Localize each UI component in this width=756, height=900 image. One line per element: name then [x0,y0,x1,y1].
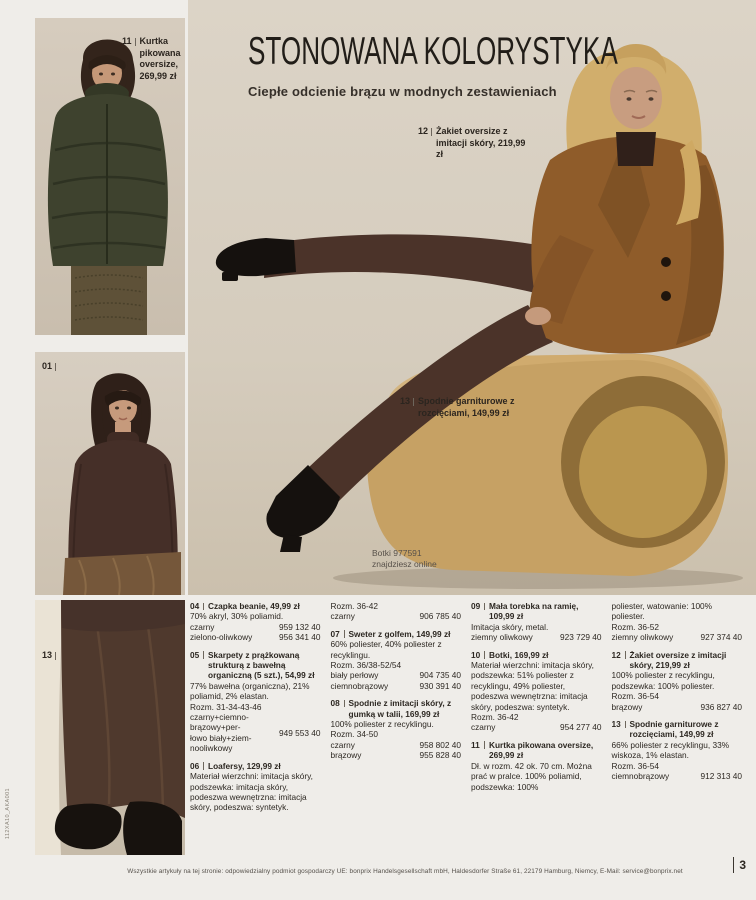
product-title-text: Sweter z golfem, 149,99 zł [348,628,451,639]
listing-column [331,601,462,820]
product-title [612,719,743,740]
product-description-line: 70% akryl, 30% poliamid. [190,611,284,622]
article-number: 927 374 40 [700,632,742,643]
callout-text: Żakiet oversize z imitacji skóry, 219,99 zł [436,126,526,159]
product-description-line: Materiał wierzchni: imitacja skóry, podszewka: 51% poliester z recyklingu, 49% poliester, podeszwa wewnętrzna: imitacja skóry, podeszwa: syntetyk. [471,660,594,712]
page-number-block [733,857,746,873]
product-number: 04 [190,601,200,611]
headline-block [248,30,756,99]
product-number: 05 [190,649,200,660]
color-variant-row [471,632,602,642]
product-number: 12 [611,649,621,660]
product-description-line: Dł. w rozm. 42 ok. 70 cm. Można prać w pralce. 100% poliamid, podszewka: 100% [471,760,592,792]
product-description-line: Rozm. 36/38-52/54 [330,660,402,671]
divider [625,651,626,659]
turtleneck [616,132,656,166]
product-title [190,761,321,771]
divider [413,398,414,406]
product-description-line: Rozm. 34-50 [330,729,378,740]
article-number: 904 735 40 [419,670,461,681]
article-number: 955 828 40 [419,750,461,761]
product-entry [471,740,602,792]
color-variant-row [612,632,743,642]
product-description-line: Rozm. 36-52 [611,621,659,632]
product-title [331,698,462,719]
legal-footer-text: Wszystkie artykuły na tej stronie: odpowiedzialny podmiot gospodarczy UE: bonprix Handelsgesellschaft mbH, Haldesdorfer Straße 61, 22179 Hamburg, Niemcy, E-Mail: service@bonprix.net [127,868,683,875]
callout-item-13 [400,396,524,419]
color-variant-row [190,712,321,754]
article-number: 959 132 40 [278,621,321,632]
product-title-text: Kurtka pikowana oversize, 269,99 zł [489,739,594,761]
article-number: 930 391 40 [419,680,461,691]
page-subtitle: Ciepłe odcienie brązu w modnych zestawieniach [248,84,557,99]
divider [344,630,345,638]
product-description-line: Rozm. 36-42 [330,601,378,611]
product-entry [471,601,602,643]
color-name: brązowy [611,701,643,712]
article-number: 936 827 40 [700,701,742,712]
page-number: 3 [739,858,746,872]
product-description-line: Materiał wierzchni: imitacja skóry, podszewka: imitacja skóry, podeszwa wewnętrzna: imitacja skóry, podeszwa: syntetyk. [190,771,313,813]
divider [55,652,56,660]
hand [525,307,551,325]
product-title [190,650,321,681]
article-number: 906 785 40 [419,611,461,622]
color-variant-row [331,681,462,691]
brown-trousers [61,600,185,818]
divider [203,603,204,611]
product-entry [331,698,462,760]
article-number: 954 277 40 [559,722,602,733]
divider [135,38,136,46]
product-number: 11 [471,739,480,750]
product-number: 07 [330,628,340,639]
divider [484,741,485,749]
divider [344,700,345,708]
color-name: czarny [330,739,355,750]
product-title [190,601,321,611]
color-name: brązowy [330,750,362,761]
callout-item-12 [418,126,528,161]
color-variant-row [190,632,321,642]
product-title [331,629,462,639]
photo-suit-trousers [35,600,185,855]
product-title-text: Botki, 169,99 zł [489,649,549,660]
article-number: 958 802 40 [419,739,461,750]
callout-text: Spodnie garniturowe z rozcięciami, 149,99 zł [418,396,515,418]
product-description-line: 100% poliester z recyklingu. [330,719,434,730]
color-name: ziemny oliwkowy [611,632,674,643]
color-name: czarny [330,611,355,622]
product-number: 10 [471,649,481,660]
color-name: ciemnobrązowy [330,680,389,691]
divider [484,651,485,659]
product-description-line: 66% poliester z recyklingu, 33% wiskoza, 1% elastan. [611,739,730,761]
article-number: 923 729 40 [559,632,602,643]
color-name: zielono-oliwkowy [190,632,253,643]
product-number: 13 [611,719,621,730]
product-description-line: 77% bawełna (organiczna), 21% poliamid, 2% elastan. [190,680,310,702]
callout-number: 01 [42,361,53,371]
article-number: 949 553 40 [278,727,321,738]
product-title [471,601,602,622]
product-entry [471,650,602,733]
divider [55,363,56,371]
product-title-text: Żakiet oversize z imitacji skóry, 219,99 zł [629,649,727,671]
color-variant-row [331,670,462,680]
product-description-line: Rozm. 36-42 [471,712,519,723]
product-entry [612,601,743,643]
puffer-jacket [48,83,168,266]
divider [484,603,485,611]
product-title-text: Spodnie garniturowe z rozcięciami, 149,99 zł [629,719,719,740]
callout-text: Kurtka pikowana oversize, 269,99 zł [139,36,181,81]
product-description-line: Rozm. 36-54 [611,691,659,702]
product-title [471,740,602,761]
product-title-text: Mała torebka na ramię, 109,99 zł [489,601,579,622]
color-name: ziemny oliwkowy [471,632,533,643]
color-name: czarny+ciemno- brązowy+per- łowo biały+ziem- nooliwkowy [190,712,252,754]
product-entry [190,650,321,754]
product-description-line: Rozm. 31-34-43-46 [190,701,262,712]
color-variant-row [331,750,462,760]
textured-skirt [71,266,147,335]
product-title [471,650,602,660]
callout-item-13-pants [42,650,60,662]
color-variant-row [331,740,462,750]
product-title-text: Skarpety z prążkowaną strukturą z bawełną organiczną (5 szt.), 54,99 zł [208,649,315,681]
article-number: 912 313 40 [700,771,742,782]
divider [733,857,734,873]
listing-column [612,601,743,820]
callout-number: 11 [122,36,132,46]
product-title-text: Czapka beanie, 49,99 zł [208,601,300,611]
color-name: czarny [190,621,215,632]
color-name: biały perłowy [330,670,379,681]
callout-number: 13 [42,650,53,660]
note-line-2: znajdziesz online [372,559,437,569]
product-entry [612,719,743,781]
product-number: 08 [330,698,340,709]
listing-columns [190,601,742,820]
callout-item-11 [122,36,200,82]
product-title [612,650,743,671]
callout-number: 13 [400,396,411,406]
page-title: STONOWANA KOLORYSTYKA [248,30,618,73]
product-description-line: poliester, watowanie: 100% poliester. [611,601,713,622]
product-entry [190,761,321,813]
product-title-text: Spodnie z imitacji skóry, z gumką w talii, 169,99 zł [348,698,452,719]
product-number: 06 [190,760,200,771]
product-number: 09 [471,601,481,611]
product-title-text: Loafersy, 129,99 zł [208,760,281,771]
brown-wrap-skirt [63,552,181,595]
photo-turtleneck-model [35,352,185,595]
product-entry [331,601,462,622]
spine-code: 112XA10_AKA001 [5,788,11,840]
divider [203,762,204,770]
color-variant-row [612,702,743,712]
product-entry [612,650,743,712]
color-variant-row [471,722,602,732]
product-description-line: 100% poliester z recyklingu, podszewka: 100% poliester. [611,670,715,691]
trousers-photo-illustration [35,600,185,855]
color-variant-row [331,611,462,621]
color-variant-row [612,771,743,781]
online-availability-note [372,548,437,570]
note-line-1: Botki 977591 [372,548,422,558]
product-description-line: 60% poliester, 40% poliester z recyklingu. [330,639,442,660]
turtleneck-photo-illustration [35,352,185,595]
callout-number: 12 [418,126,429,136]
divider [625,721,626,729]
callout-item-01 [42,361,60,373]
color-name: czarny [471,722,496,733]
product-description-line: Imitacja skóry, metal. [471,621,549,632]
color-variant-row [190,622,321,632]
divider [203,651,204,659]
product-entry [190,601,321,643]
color-name: ciemnobrązowy [611,771,670,782]
product-description-line: Rozm. 36-54 [611,760,659,771]
listing-column [471,601,602,820]
product-entry [331,629,462,691]
article-number: 956 341 40 [278,632,321,643]
listing-column [190,601,321,820]
divider [431,128,432,136]
